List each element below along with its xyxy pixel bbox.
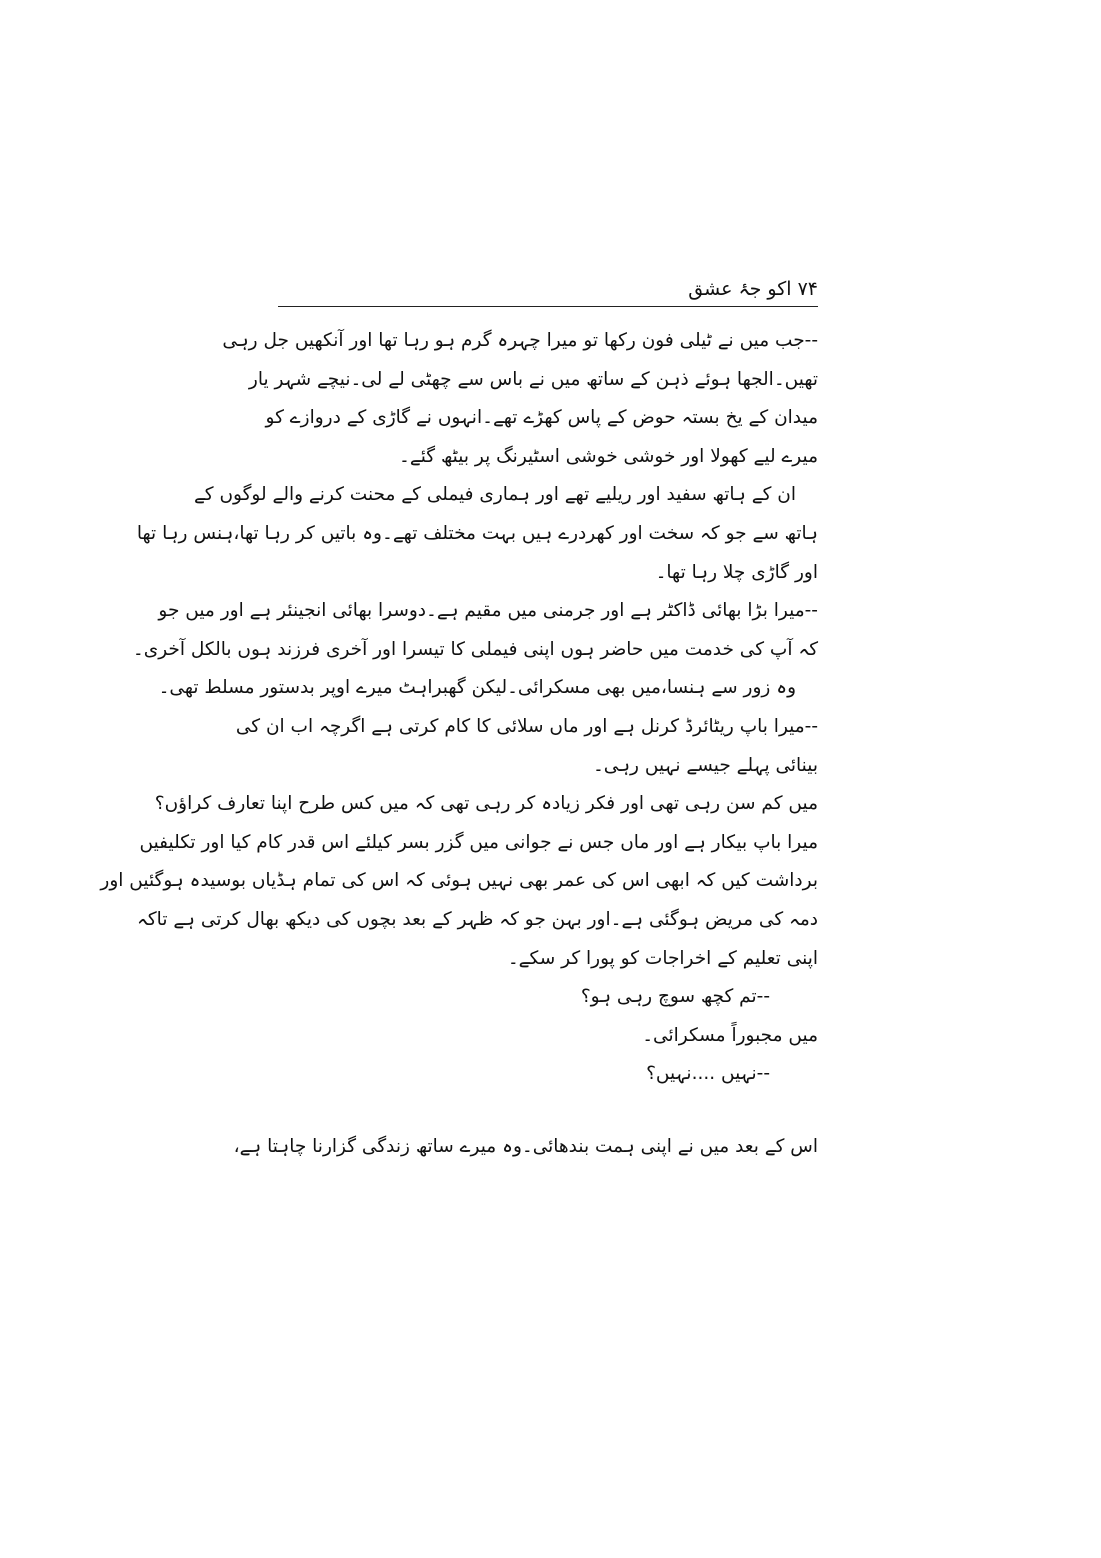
- text-line: میں کم سن رہی تھی اور فکر زیادہ کر رہی تھی کہ میں کس طرح اپنا تعارف کراؤں؟: [154, 793, 818, 815]
- header-title: ۷۴ اکو جۂ عشق: [688, 278, 818, 300]
- text-line: کہ آپ کی خدمت میں حاضر ہوں اپنی فیملی کا تیسرا اور آخری فرزند ہوں بالکل آخری۔: [132, 638, 818, 660]
- text-line: ان کے ہاتھ سفید اور ریلیے تھے اور ہماری فیملی کے محنت کرنے والے لوگوں کے: [193, 484, 796, 506]
- text-line: دمہ کی مریض ہوگئی ہے۔اور بہن جو کہ ظہر کے بعد بچوں کی دیکھ بھال کرتی ہے تاکہ: [137, 908, 818, 930]
- text-line: اور گاڑی چلا رہا تھا۔: [655, 561, 818, 583]
- text-line: --میرا باپ ریٹائرڈ کرنل ہے اور ماں سلائی کا کام کرتی ہے اگرچہ اب ان کی: [235, 715, 818, 737]
- header-divider: [278, 306, 818, 307]
- text-line: --نہیں ....نہیں؟: [646, 1063, 770, 1085]
- body-text: [100, 322, 818, 1166]
- text-line: برداشت کیں کہ ابھی اس کی عمر بھی نہیں ہوئی کہ اس کی تمام ہڈیاں بوسیدہ ہوگئیں اور: [100, 870, 818, 892]
- text-line: تھیں۔الجھا ہوئے ذہن کے ساتھ میں نے باس سے چھٹی لے لی۔نیچے شہر یار: [248, 368, 818, 390]
- text-line: میں مجبوراً مسکرائی۔: [642, 1024, 818, 1046]
- text-line: ہاتھ سے جو کہ سخت اور کھردرے ہیں بہت مختلف تھے۔وہ باتیں کر رہا تھا،ہنس رہا تھا: [136, 522, 818, 544]
- text-line: --تم کچھ سوچ رہی ہو؟: [580, 986, 770, 1008]
- text-line: وہ زور سے ہنسا،میں بھی مسکرائی۔لیکن گھبراہٹ میرے اوپر بدستور مسلط تھی۔: [158, 677, 796, 699]
- text-line: اپنی تعلیم کے اخراجات کو پورا کر سکے۔: [507, 947, 818, 969]
- running-header: [278, 276, 818, 308]
- text-line: --جب میں نے ٹیلی فون رکھا تو میرا چہرہ گرم ہو رہا تھا اور آنکھیں جل رہی: [222, 330, 818, 351]
- text-line: میرا باپ بیکار ہے اور ماں جس نے جوانی میں گزر بسر کیلئے اس قدر کام کیا اور تکلیفیں: [139, 831, 818, 853]
- text-line: بینائی پہلے جیسے نہیں رہی۔: [592, 754, 818, 776]
- text-line: --میرا بڑا بھائی ڈاکٹر ہے اور جرمنی میں مقیم ہے۔دوسرا بھائی انجینئر ہے اور میں جو: [158, 600, 818, 622]
- text-line: میرے لیے کھولا اور خوشی خوشی اسٹیرنگ پر بیٹھ گئے۔: [399, 445, 818, 467]
- text-line: اس کے بعد میں نے اپنی ہمت بندھائی۔وہ میرے ساتھ زندگی گزارنا چاہتا ہے،: [233, 1135, 818, 1157]
- text-line: میدان کے یخ بستہ حوض کے پاس کھڑے تھے۔انہوں نے گاڑی کے دروازے کو: [265, 407, 818, 429]
